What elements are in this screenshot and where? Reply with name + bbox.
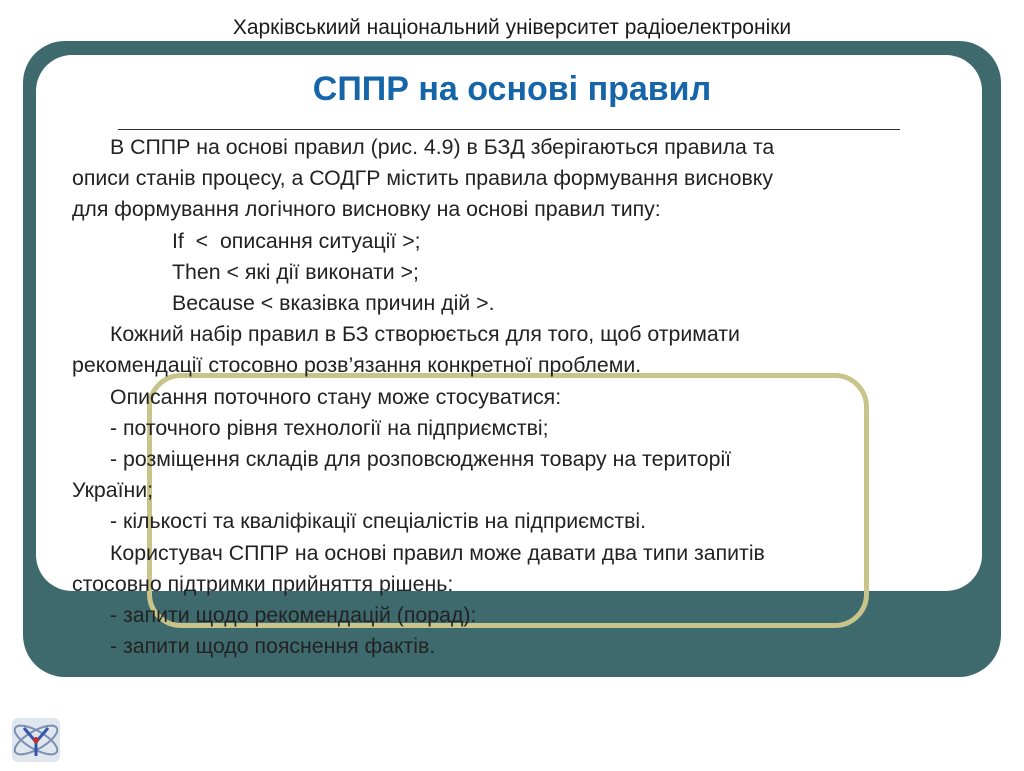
body-line: стосовно підтримки прийняття рішень: xyxy=(72,571,454,596)
body-line: Користувач СППР на основі правил може давати два типи запитів xyxy=(110,540,765,565)
slide-title: СППР на основі правил xyxy=(312,70,712,108)
list-item: - кількості та кваліфікації спеціалістів на підприємстві. xyxy=(110,509,647,534)
slide-body xyxy=(72,132,922,662)
body-line: України; xyxy=(72,478,154,503)
body-line: Кожний набір правил в БЗ створюється для того, щоб отримати xyxy=(110,322,740,347)
rule-then-line: Then < які дії виконати >; xyxy=(172,259,419,284)
list-item: - розміщення складів для розповсюдження товару на території xyxy=(110,447,732,472)
body-line: описи станів процесу, а СОДГР містить правила формування висновку xyxy=(72,166,774,191)
university-logo-icon xyxy=(6,714,66,766)
body-line: для формування логічного висновку на основі правил типу: xyxy=(72,197,661,222)
list-item: - запити щодо рекомендацій (порад): xyxy=(110,603,477,628)
university-header: Харківськиий національний університет радіоелектроніки xyxy=(232,16,792,39)
title-underline xyxy=(118,129,900,130)
list-item: - поточного рівня технології на підприємстві; xyxy=(110,415,549,440)
body-line: рекомендації стосовно розв’язання конкретної проблеми. xyxy=(72,353,642,378)
body-line: Описання поточного стану може стосуватися: xyxy=(110,384,562,409)
body-line: В СППР на основі правил (рис. 4.9) в БЗД зберігаються правила та xyxy=(110,135,775,159)
rule-because-line: Because < вказівка причин дій >. xyxy=(172,291,495,316)
list-item: - запити щодо пояснення фактів. xyxy=(110,634,436,659)
rule-if-line: If < описання ситуації >; xyxy=(172,228,421,253)
